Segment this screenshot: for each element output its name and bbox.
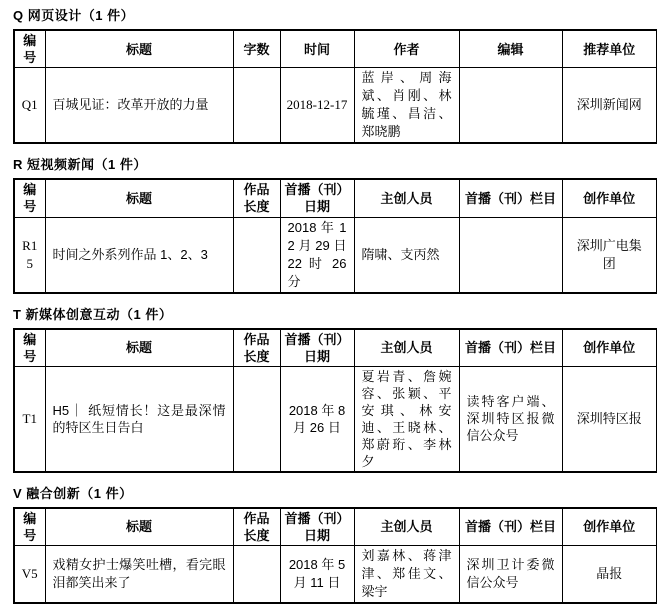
cell-entry-id: R15 [14,217,45,293]
cell-entry-title: 百城见证：改革开放的力量 [45,68,233,144]
header-length: 作品长度 [233,508,280,546]
header-editor: 编辑 [459,30,562,68]
table-r-header-row [14,179,657,217]
table-r-shortvideo [13,178,657,294]
header-producer: 创作单位 [562,508,657,546]
table-t-header-row [14,329,657,367]
header-time: 时间 [280,30,354,68]
cell-producer-org: 深圳广电集团 [562,217,657,293]
header-author: 作者 [354,30,459,68]
cell-channel: 读特客户端、深圳特区报微信公众号 [459,366,562,472]
cell-wordcount [233,68,280,144]
cell-creators: 刘嘉林、蒋津津、郑佳文、梁宇 [354,545,459,603]
header-airdate: 首播（刊）日期 [280,329,354,367]
cell-channel: 深圳卫计委微信公众号 [459,545,562,603]
header-creators: 主创人员 [354,508,459,546]
header-producer: 创作单位 [562,179,657,217]
cell-recommender-org: 深圳新闻网 [562,68,657,144]
cell-channel [459,217,562,293]
header-recommender: 推荐单位 [562,30,657,68]
header-wordcount: 字数 [233,30,280,68]
table-row-t1 [14,366,657,472]
header-id: 编号 [14,329,45,367]
header-airdate: 首播（刊）日期 [280,508,354,546]
header-channel: 首播（刊）栏目 [459,508,562,546]
header-length: 作品长度 [233,179,280,217]
header-producer: 创作单位 [562,329,657,367]
cell-editor [459,68,562,144]
cell-entry-title: 时间之外系列作品 1、2、3 [45,217,233,293]
table-q-webdesign [13,29,657,144]
table-v-fusion [13,507,657,604]
table-v-header-row [14,508,657,546]
cell-length [233,366,280,472]
section-title-t: T 新媒体创意互动（1 件） [13,306,173,322]
cell-entry-id: V5 [14,545,45,603]
cell-creators: 隋啸、支丙然 [354,217,459,293]
cell-airdate: 2018 年 8 月 26 日 [280,366,354,472]
section-title-v: V 融合创新（1 件） [13,485,133,501]
table-t-newmedia [13,328,657,473]
cell-entry-id: T1 [14,366,45,472]
header-id: 编号 [14,179,45,217]
cell-length [233,217,280,293]
header-title: 标题 [45,30,233,68]
cell-producer-org: 晶报 [562,545,657,603]
header-creators: 主创人员 [354,179,459,217]
header-id: 编号 [14,30,45,68]
table-row-q1 [14,68,657,144]
cell-producer-org: 深圳特区报 [562,366,657,472]
table-row-v5 [14,545,657,603]
header-title: 标题 [45,179,233,217]
table-q-header-row [14,30,657,68]
cell-date: 2018-12-17 [280,68,354,144]
cell-authors: 蓝岸、周海斌、肖刚、林毓瑾、昌洁、郑晓鹏 [354,68,459,144]
cell-creators: 夏岩青、詹婉容、张颖、平安琪、林安迪、王晓林、郑蔚珩、李林夕 [354,366,459,472]
section-title-q: Q 网页设计（1 件） [13,8,135,23]
header-id: 编号 [14,508,45,546]
table-row-r15 [14,217,657,293]
cell-entry-title: H5｜ 纸短情长！这是最深情的特区生日告白 [45,366,233,472]
header-channel: 首播（刊）栏目 [459,329,562,367]
header-airdate: 首播（刊）日期 [280,179,354,217]
cell-airdate: 2018 年 12 月 29 日 22 时 26 分 [280,217,354,293]
cell-entry-title: 戏精女护士爆笑吐槽，看完眼泪都笑出来了 [45,545,233,603]
cell-length [233,545,280,603]
cell-entry-id: Q1 [14,68,45,144]
header-channel: 首播（刊）栏目 [459,179,562,217]
section-title-r: R 短视频新闻（1 件） [13,157,147,172]
header-title: 标题 [45,329,233,367]
header-creators: 主创人员 [354,329,459,367]
cell-airdate: 2018 年 5 月 11 日 [280,545,354,603]
header-title: 标题 [45,508,233,546]
header-length: 作品长度 [233,329,280,367]
